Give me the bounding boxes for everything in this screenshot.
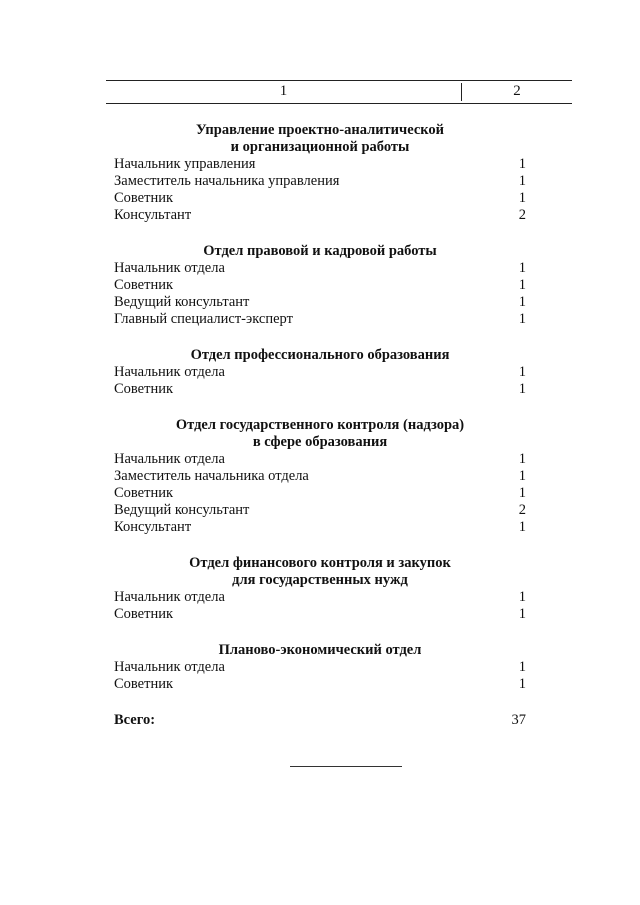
position-row	[114, 311, 526, 328]
department-title: Отдел правовой и кадровой работы	[203, 243, 437, 259]
position-row	[114, 676, 526, 693]
position-label: Консультант	[114, 207, 192, 223]
position-count: 2	[518, 502, 526, 518]
department-section	[114, 417, 526, 536]
position-count: 1	[518, 190, 526, 206]
position-row	[114, 468, 526, 485]
position-count: 1	[518, 451, 526, 467]
position-count: 1	[518, 606, 526, 622]
position-row	[114, 485, 526, 502]
position-count: 1	[518, 156, 526, 172]
position-label: Советник	[114, 606, 174, 622]
position-row	[114, 606, 526, 623]
position-row	[114, 173, 526, 190]
department-title: Отдел государственного контроля (надзора)	[175, 417, 465, 433]
position-row	[114, 502, 526, 519]
total-count: 37	[511, 712, 526, 728]
position-row	[114, 207, 526, 224]
position-count: 1	[518, 468, 526, 484]
department-title: Отдел финансового контроля и закупок	[189, 555, 451, 571]
position-row	[114, 364, 526, 381]
position-row	[114, 156, 526, 173]
position-label: Консультант	[114, 519, 192, 535]
position-label: Ведущий консультант	[114, 294, 250, 310]
position-count: 1	[518, 589, 526, 605]
position-label: Заместитель начальника управления	[114, 173, 340, 189]
position-row	[114, 451, 526, 468]
position-count: 1	[518, 659, 526, 675]
staff-sections	[114, 122, 526, 729]
position-label: Советник	[114, 190, 174, 206]
department-title: Планово-экономический отдел	[218, 642, 422, 658]
position-count: 2	[518, 207, 526, 223]
column-1-number: 1	[279, 83, 288, 99]
department-title: Отдел профессионального образования	[190, 347, 450, 363]
department-title: и организационной работы	[230, 139, 410, 155]
position-label: Заместитель начальника отдела	[114, 468, 309, 484]
department-title: Управление проектно-аналитической	[195, 122, 445, 138]
position-count: 1	[518, 519, 526, 535]
position-count: 1	[518, 173, 526, 189]
position-label: Начальник отдела	[114, 260, 225, 276]
end-line	[290, 766, 402, 767]
department-section	[114, 555, 526, 623]
position-label: Советник	[114, 485, 174, 501]
position-row	[114, 589, 526, 606]
position-label: Ведущий консультант	[114, 502, 250, 518]
position-count: 1	[518, 364, 526, 380]
position-count: 1	[518, 485, 526, 501]
position-row	[114, 659, 526, 676]
column-2-number: 2	[513, 83, 521, 99]
position-label: Начальник отдела	[114, 659, 225, 675]
position-row	[114, 381, 526, 398]
position-row	[114, 190, 526, 207]
position-label: Советник	[114, 381, 174, 397]
position-label: Начальник управления	[114, 156, 256, 172]
position-row	[114, 277, 526, 294]
department-section	[114, 642, 526, 693]
position-row	[114, 260, 526, 277]
position-label: Начальник отдела	[114, 451, 225, 467]
position-label: Начальник отдела	[114, 589, 225, 605]
position-label: Советник	[114, 676, 174, 692]
position-count: 1	[518, 381, 526, 397]
position-count: 1	[518, 311, 526, 327]
department-section	[114, 122, 526, 224]
position-row	[114, 294, 526, 311]
column-number-header	[106, 80, 572, 104]
position-count: 1	[518, 294, 526, 310]
position-label: Главный специалист-эксперт	[114, 311, 293, 327]
department-section	[114, 243, 526, 328]
position-label: Начальник отдела	[114, 364, 225, 380]
department-title: для государственных нужд	[232, 572, 408, 588]
position-count: 1	[518, 260, 526, 276]
total-row	[114, 712, 526, 729]
position-count: 1	[518, 676, 526, 692]
total-label: Всего:	[114, 712, 156, 728]
department-section	[114, 347, 526, 398]
position-row	[114, 519, 526, 536]
position-label: Советник	[114, 277, 174, 293]
department-title: в сфере образования	[252, 434, 388, 450]
position-count: 1	[518, 277, 526, 293]
